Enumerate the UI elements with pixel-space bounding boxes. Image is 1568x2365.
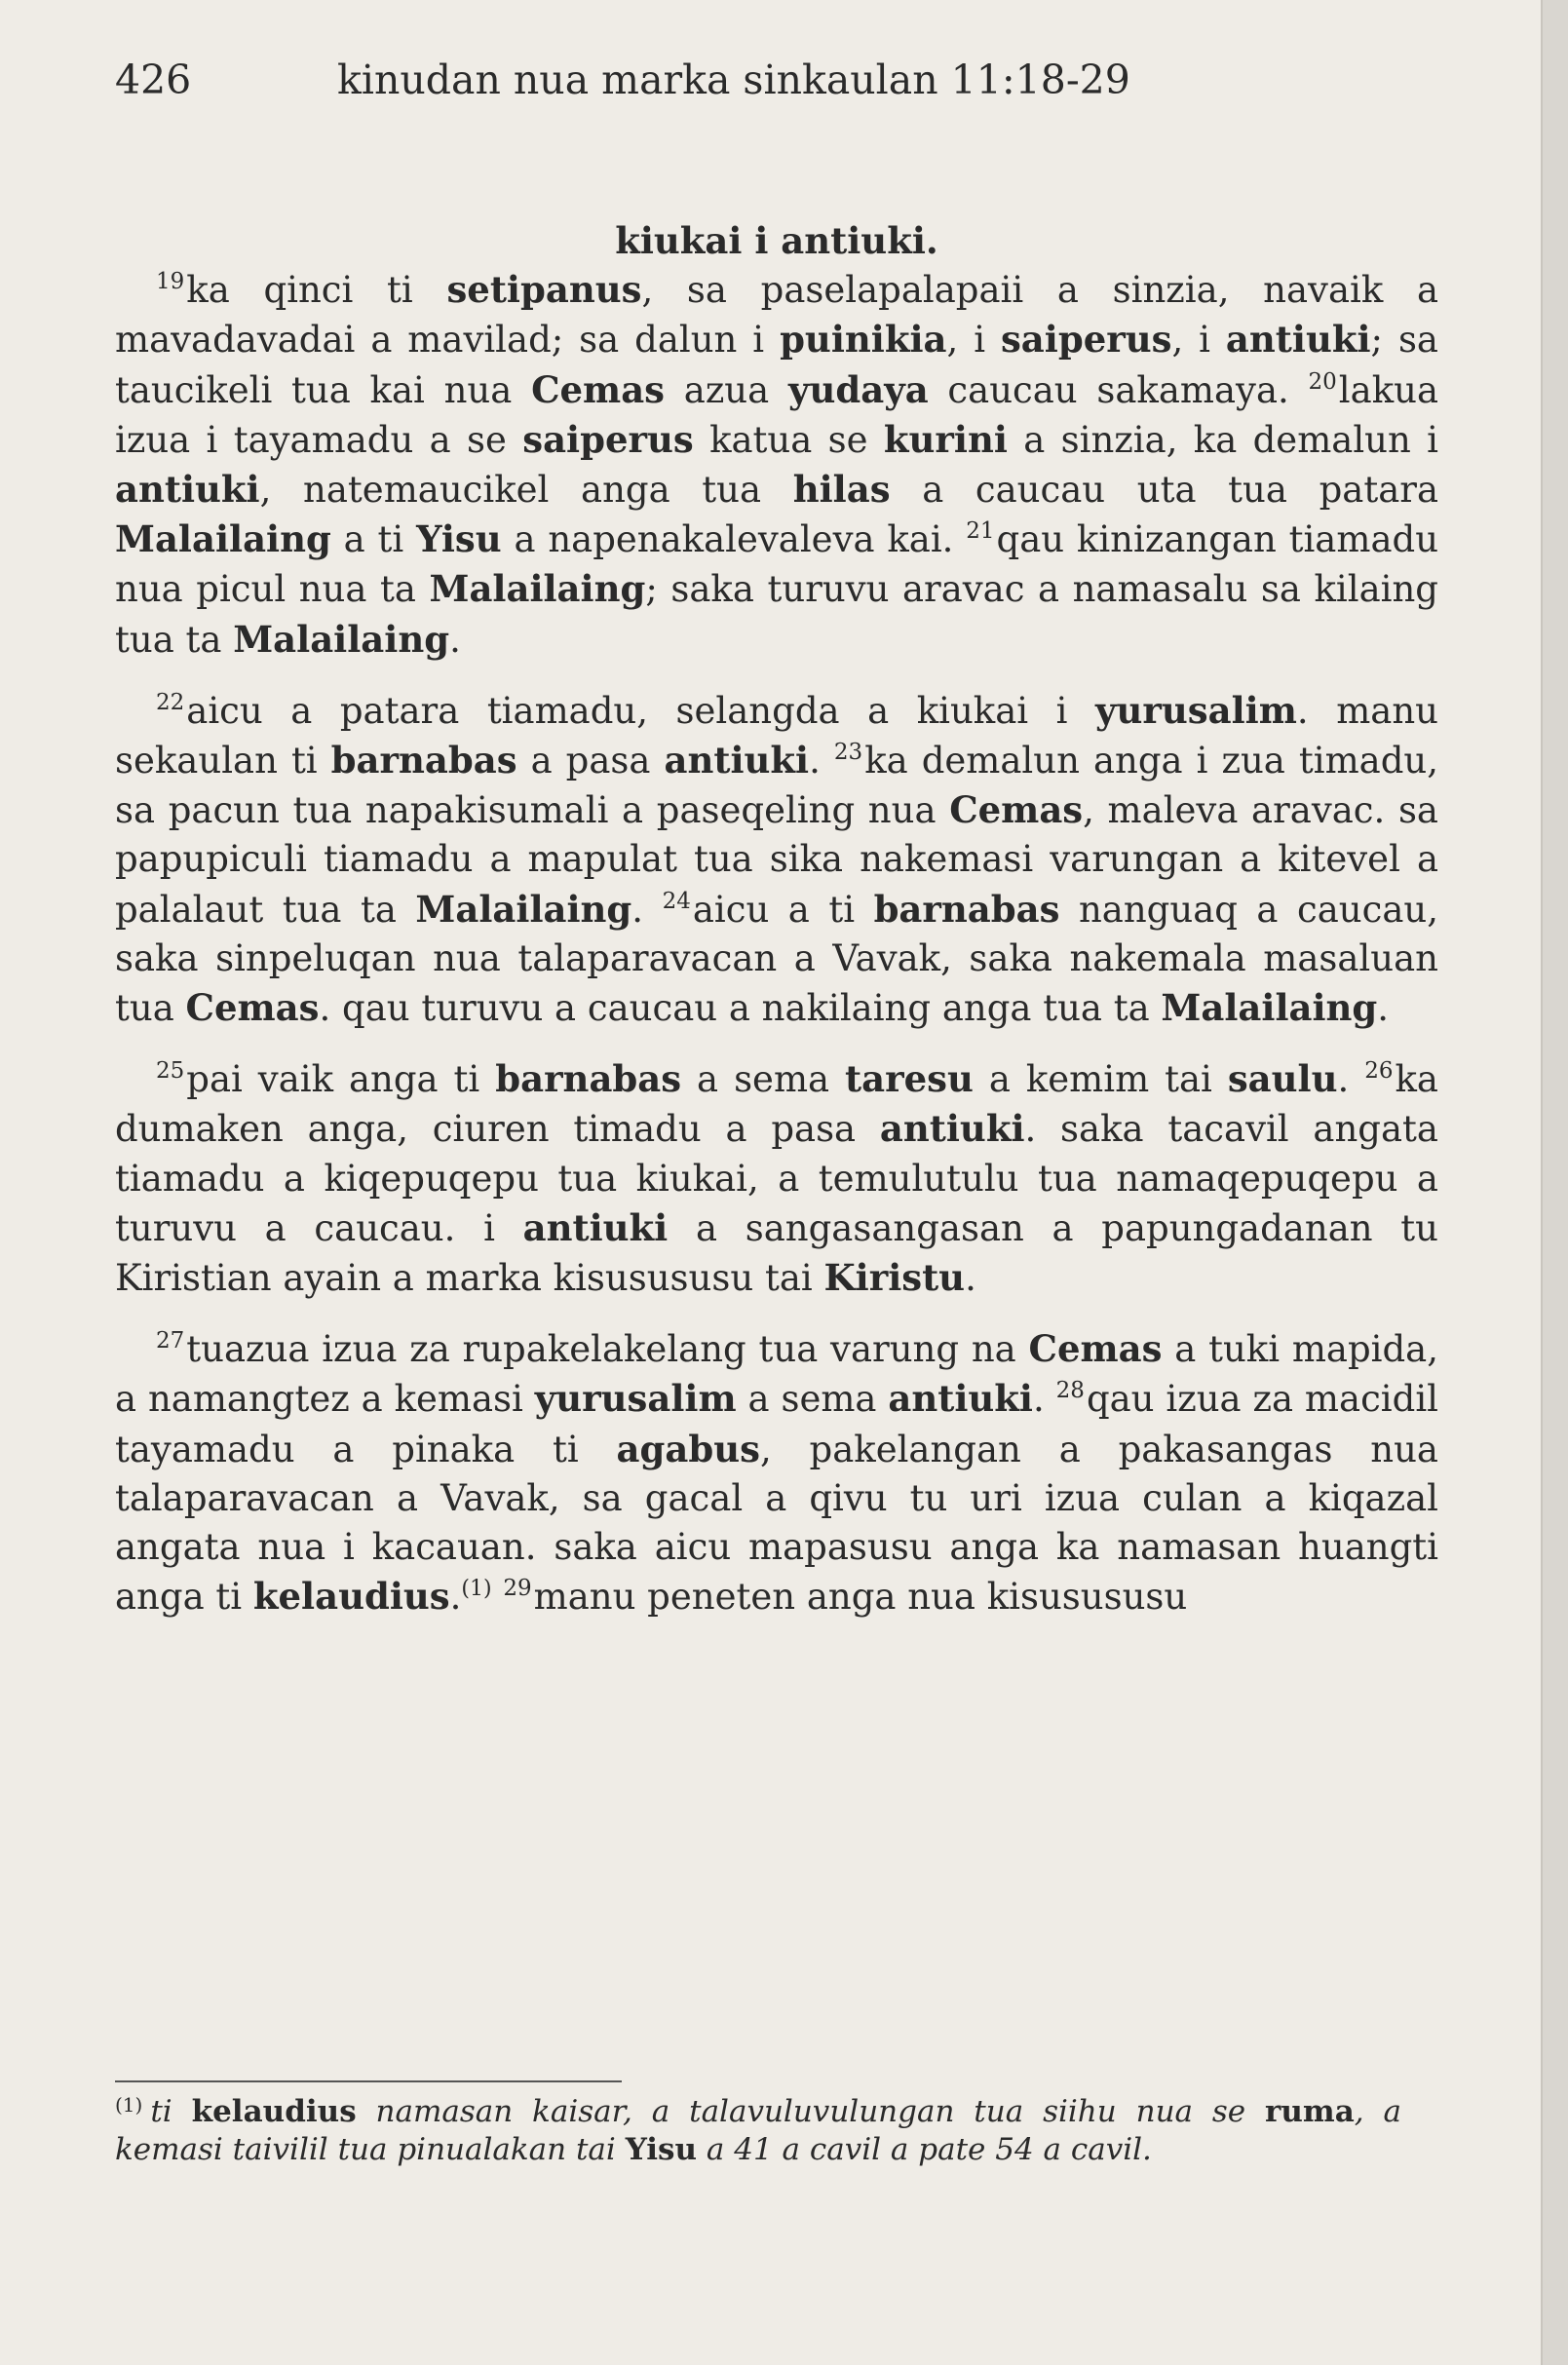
bold-term: yudaya [787, 367, 929, 411]
verse-number: 23 [833, 740, 863, 766]
bold-term: kelaudius [252, 1575, 450, 1619]
text-run: a pasa [516, 740, 665, 782]
book-spine-edge [1541, 0, 1568, 2365]
text-run: , sa paselapalapaii a sinzia, navaik a mavadavadai a mavilad; sa dalun i [115, 269, 1439, 362]
text-run: a tuki mapida, a namangtez a kemasi [115, 1328, 1438, 1421]
bold-term: Cemas [1028, 1327, 1163, 1371]
verse-number: 25 [156, 1058, 185, 1085]
bold-term: hilas [792, 468, 891, 512]
verse-number: 24 [662, 888, 691, 914]
text-run: . manu sekaulan ti [115, 689, 1438, 782]
bold-term: saiperus [522, 417, 694, 461]
paragraph [115, 686, 1438, 1033]
bold-term: Malailaing [429, 567, 646, 611]
bold-term: Malailaing [115, 517, 331, 561]
body-text [115, 216, 1438, 1621]
text-run: , natemaucikel anga tua [259, 469, 793, 512]
bold-term: Yisu [416, 517, 502, 561]
text-run: . [965, 1257, 976, 1300]
italic-text: a 41 a cavil a pate 54 a cavil. [697, 2132, 1152, 2167]
text-run: a caucau uta tua patara [890, 469, 1439, 512]
text-run: manu peneten anga nua kisusususu [533, 1576, 1188, 1619]
text-run: . [1377, 987, 1390, 1030]
text-run: a sangasangasan a papungadanan tu Kiristian ayain a marka kisusususu tai [115, 1206, 1438, 1300]
text-run: a kemim tai [973, 1058, 1228, 1101]
text-run: , pakelangan a pakasangas nua talaparavacan a Vavak, sa gacal a qivu tu uri izua culan a kiqazal angata nua i kacauan. saka aicu mapasusu anga ka namasan huangti anga ti [115, 1428, 1438, 1619]
text-run: katua se [693, 418, 884, 461]
bold-term: Yisu [625, 2132, 698, 2167]
text-run: . [809, 740, 834, 782]
verse-number: 27 [156, 1328, 185, 1354]
text-run: , i [946, 319, 1001, 362]
bold-term: Malailaing [233, 617, 450, 661]
paragraphs [115, 265, 1438, 1621]
bold-term: antiuki [664, 739, 810, 782]
bold-term: ruma [1265, 2094, 1355, 2129]
bold-term: taresu [845, 1057, 974, 1101]
text-run [492, 1576, 504, 1618]
bold-term: puinikia [780, 318, 947, 362]
text-run: ; saka turuvu aravac a namasalu sa kilaing tua ta [115, 568, 1438, 661]
running-header [115, 51, 1479, 109]
text-run: ; sa taucikeli tua kai nua [115, 319, 1438, 411]
bold-term: antiuki [115, 468, 260, 512]
bold-term: Cemas [185, 986, 320, 1030]
text-run: . [449, 1576, 462, 1619]
text-run: aicu a patara tiamadu, selangda a kiukai i [186, 689, 1096, 732]
text-run: . saka tacavil angata tiamadu a kiqepuqepu tua kiukai, a temulutulu tua namaqepuqepu a turuvu a caucau. i [115, 1108, 1438, 1249]
bold-term: Malailaing [415, 887, 632, 931]
italic-text: ti [150, 2094, 192, 2129]
text-run: , maleva aravac. sa papupiculi tiamadu a mapulat tua sika nakemasi varungan a kitevel a palalaut tua ta [115, 789, 1438, 931]
italic-text: namasan kaisar, a talavuluvulungan tua siihu nua se [356, 2094, 1266, 2129]
verse-number: 26 [1364, 1058, 1394, 1085]
text-run: . [1033, 1378, 1056, 1421]
bold-term: antiuki [1225, 318, 1371, 362]
bold-term: yurusalim [1095, 688, 1297, 732]
verse-number: 20 [1308, 368, 1337, 395]
text-run: azua [665, 368, 788, 411]
bold-term: barnabas [873, 887, 1060, 931]
bold-term: Malailaing [1161, 986, 1378, 1030]
bold-term: antiuki [522, 1205, 669, 1249]
verse-number: 29 [503, 1576, 532, 1602]
bold-term: saulu [1227, 1057, 1338, 1101]
bold-term: barnabas [330, 739, 517, 782]
verse-number: 28 [1055, 1378, 1085, 1404]
text-run: . [1337, 1058, 1365, 1101]
text-run: . [449, 618, 461, 661]
footnote-rule [115, 2080, 622, 2082]
paragraph [115, 1324, 1438, 1621]
paragraph [115, 1054, 1438, 1303]
bold-term: Cemas [949, 788, 1084, 832]
text-run: ka qinci ti [186, 269, 447, 312]
text-run: lakua izua i tayamadu a se [115, 368, 1438, 461]
footnote-marker: (1) [115, 2093, 143, 2117]
page-number: 426 [115, 57, 192, 103]
section-title: kiukai i antiuki. [615, 219, 938, 262]
text-run: qau kinizangan tiamadu nua picul nua ta [115, 518, 1439, 611]
text-run: a sinzia, ka demalun i [1007, 418, 1438, 461]
bold-term: setipanus [446, 268, 642, 312]
text-run: a sema [681, 1058, 846, 1101]
bold-term: antiuki [879, 1107, 1025, 1151]
text-run: caucau sakamaya. [928, 368, 1309, 411]
text-run: ka dumaken anga, ciuren timadu a pasa [115, 1058, 1438, 1151]
italic-text: , a kemasi taivilil tua pinualakan tai [115, 2094, 1401, 2167]
bold-term: yurusalim [534, 1377, 737, 1421]
text-run: . qau turuvu a caucau a nakilaing anga tua ta [319, 987, 1162, 1030]
bold-term: antiuki [888, 1377, 1033, 1421]
text-run: a sema [736, 1378, 889, 1421]
verse-number: 22 [156, 689, 185, 715]
running-title: kinudan nua marka sinkaulan 11:18-29 [337, 57, 1130, 103]
text-run: , i [1171, 319, 1226, 362]
text-run: qau izua za macidil tayamadu a pinaka ti [115, 1378, 1438, 1470]
footnote [115, 2093, 1401, 2169]
footnote-reference: (1) [461, 1577, 492, 1602]
bold-term: saiperus [1000, 318, 1172, 362]
bold-term: Kiristu [823, 1256, 966, 1300]
text-run: nanguaq a caucau, saka sinpeluqan nua talaparavacan a Vavak, saka nakemala masaluan tua [115, 888, 1438, 1030]
text-run: tuazua izua za rupakelakelang tua varung na [186, 1328, 1029, 1371]
verse-number: 21 [966, 518, 995, 545]
text-run: aicu a ti [692, 888, 874, 931]
bold-term: kelaudius [191, 2094, 357, 2129]
paragraph [115, 265, 1438, 665]
text-run: ka demalun anga i zua timadu, sa pacun tua napakisumali a paseqeling nua [115, 740, 1438, 832]
verse-number: 19 [156, 269, 185, 295]
text-run: a ti [330, 518, 417, 561]
bold-term: Cemas [531, 367, 666, 411]
bold-term: agabus [616, 1427, 760, 1470]
footnote-text [115, 2094, 1401, 2167]
text-run: pai vaik anga ti [186, 1058, 496, 1101]
text-run: . [631, 888, 663, 931]
bold-term: kurini [883, 417, 1008, 461]
text-run: a napenakalevaleva kai. [501, 518, 967, 561]
bold-term: barnabas [495, 1057, 682, 1101]
